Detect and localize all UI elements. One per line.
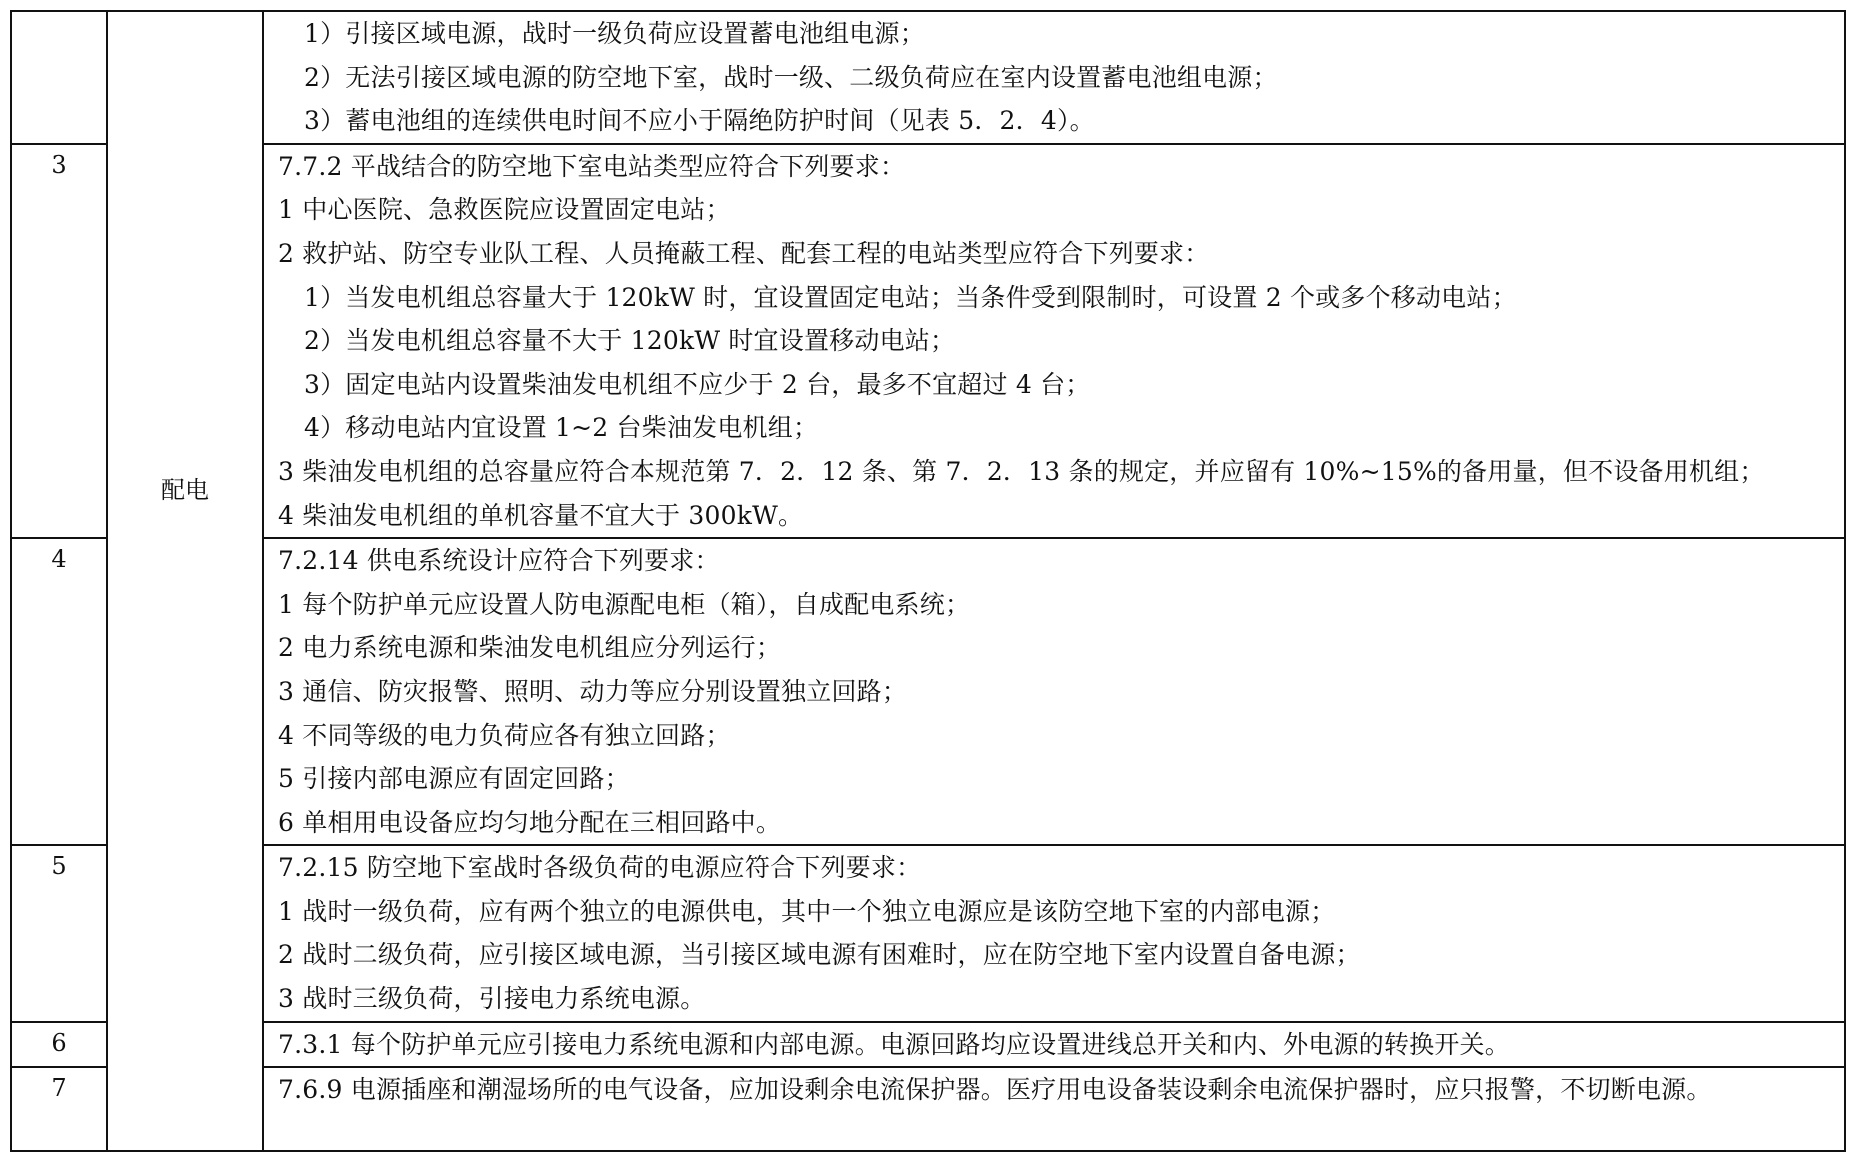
content-line: 7.7.2 平战结合的防空地下室电站类型应符合下列要求：	[278, 151, 906, 181]
row-number-cell	[11, 1067, 107, 1151]
content-line: 1）引接区域电源，战时一级负荷应设置蓄电池组电源；	[304, 19, 925, 48]
row-number-cell	[11, 1022, 107, 1068]
table-row	[11, 1067, 1845, 1151]
content-line: 3）蓄电池组的连续供电时间不应小于隔绝防护时间（见表 5．2．4）。	[304, 106, 1095, 136]
content-line: 5 引接内部电源应有固定回路；	[278, 764, 630, 794]
content-cell	[263, 1067, 1845, 1151]
row-number-cell	[11, 11, 107, 144]
content-line: 4）移动电站内宜设置 1~2 台柴油发电机组；	[304, 413, 819, 443]
row-number-cell	[11, 538, 107, 845]
content-line: 7.6.9 电源插座和潮湿场所的电气设备，应加设剩余电流保护器。医疗用电设备装设剩余电流保护器时，应只报警，不切断电源。	[278, 1075, 1712, 1105]
table-row	[11, 144, 1845, 538]
table-row	[11, 1022, 1845, 1068]
regulation-table	[10, 10, 1846, 1152]
row-number: 5	[51, 852, 67, 881]
content-line: 3）固定电站内设置柴油发电机组不应少于 2 台，最多不宜超过 4 台；	[304, 369, 1091, 399]
content-line: 4 柴油发电机组的单机容量不宜大于 300kW。	[278, 500, 804, 530]
table-row	[11, 11, 1845, 144]
table-row	[11, 538, 1845, 845]
content-line: 1 战时一级负荷，应有两个独立的电源供电，其中一个独立电源应是该防空地下室的内部电源；	[278, 896, 1336, 926]
content-line: 7.3.1 每个防护单元应引接电力系统电源和内部电源。电源回路均应设置进线总开关和内、外电源的转换开关。	[278, 1029, 1510, 1059]
row-number: 3	[51, 150, 67, 179]
content-line: 2）当发电机组总容量不大于 120kW 时宜设置移动电站；	[304, 326, 956, 356]
content-line: 1 每个防护单元应设置人防电源配电柜（箱），自成配电系统；	[278, 589, 971, 619]
content-line: 7.2.14 供电系统设计应符合下列要求：	[278, 546, 720, 576]
content-line: 2）无法引接区域电源的防空地下室，战时一级、二级负荷应在室内设置蓄电池组电源；	[304, 62, 1278, 92]
category-cell	[107, 11, 263, 1151]
content-line: 4 不同等级的电力负荷应各有独立回路；	[278, 720, 731, 750]
row-number-cell	[11, 845, 107, 1021]
content-cell	[263, 1022, 1845, 1068]
row-number: 4	[51, 545, 67, 574]
content-line: 1）当发电机组总容量大于 120kW 时，宜设置固定电站；当条件受到限制时，可设置 2 个或多个移动电站；	[304, 282, 1517, 312]
row-number: 7	[51, 1074, 67, 1103]
content-cell	[263, 538, 1845, 845]
content-cell	[263, 144, 1845, 538]
row-number-cell	[11, 144, 107, 538]
table-row	[11, 845, 1845, 1021]
content-line: 3 柴油发电机组的总容量应符合本规范第 7．2．12 条、第 7．2．13 条的规定，并应留有 10%~15%的备用量，但不设备用机组；	[278, 456, 1765, 486]
content-cell	[263, 11, 1845, 144]
content-cell	[263, 845, 1845, 1021]
category-label: 配电	[161, 476, 209, 504]
content-line: 2 战时二级负荷，应引接区域电源，当引接区域电源有困难时，应在防空地下室内设置自备电源；	[278, 940, 1361, 970]
content-line: 1 中心医院、急救医院应设置固定电站；	[278, 195, 731, 225]
content-line: 6 单相用电设备应均匀地分配在三相回路中。	[278, 807, 782, 837]
content-line: 3 战时三级负荷，引接电力系统电源。	[278, 984, 706, 1014]
content-line: 2 救护站、防空专业队工程、人员掩蔽工程、配套工程的电站类型应符合下列要求：	[278, 238, 1210, 268]
content-line: 3 通信、防灾报警、照明、动力等应分别设置独立回路；	[278, 676, 908, 706]
content-line: 7.2.15 防空地下室战时各级负荷的电源应符合下列要求：	[278, 853, 922, 883]
content-line: 2 电力系统电源和柴油发电机组应分列运行；	[278, 633, 782, 663]
row-number: 6	[51, 1028, 67, 1057]
